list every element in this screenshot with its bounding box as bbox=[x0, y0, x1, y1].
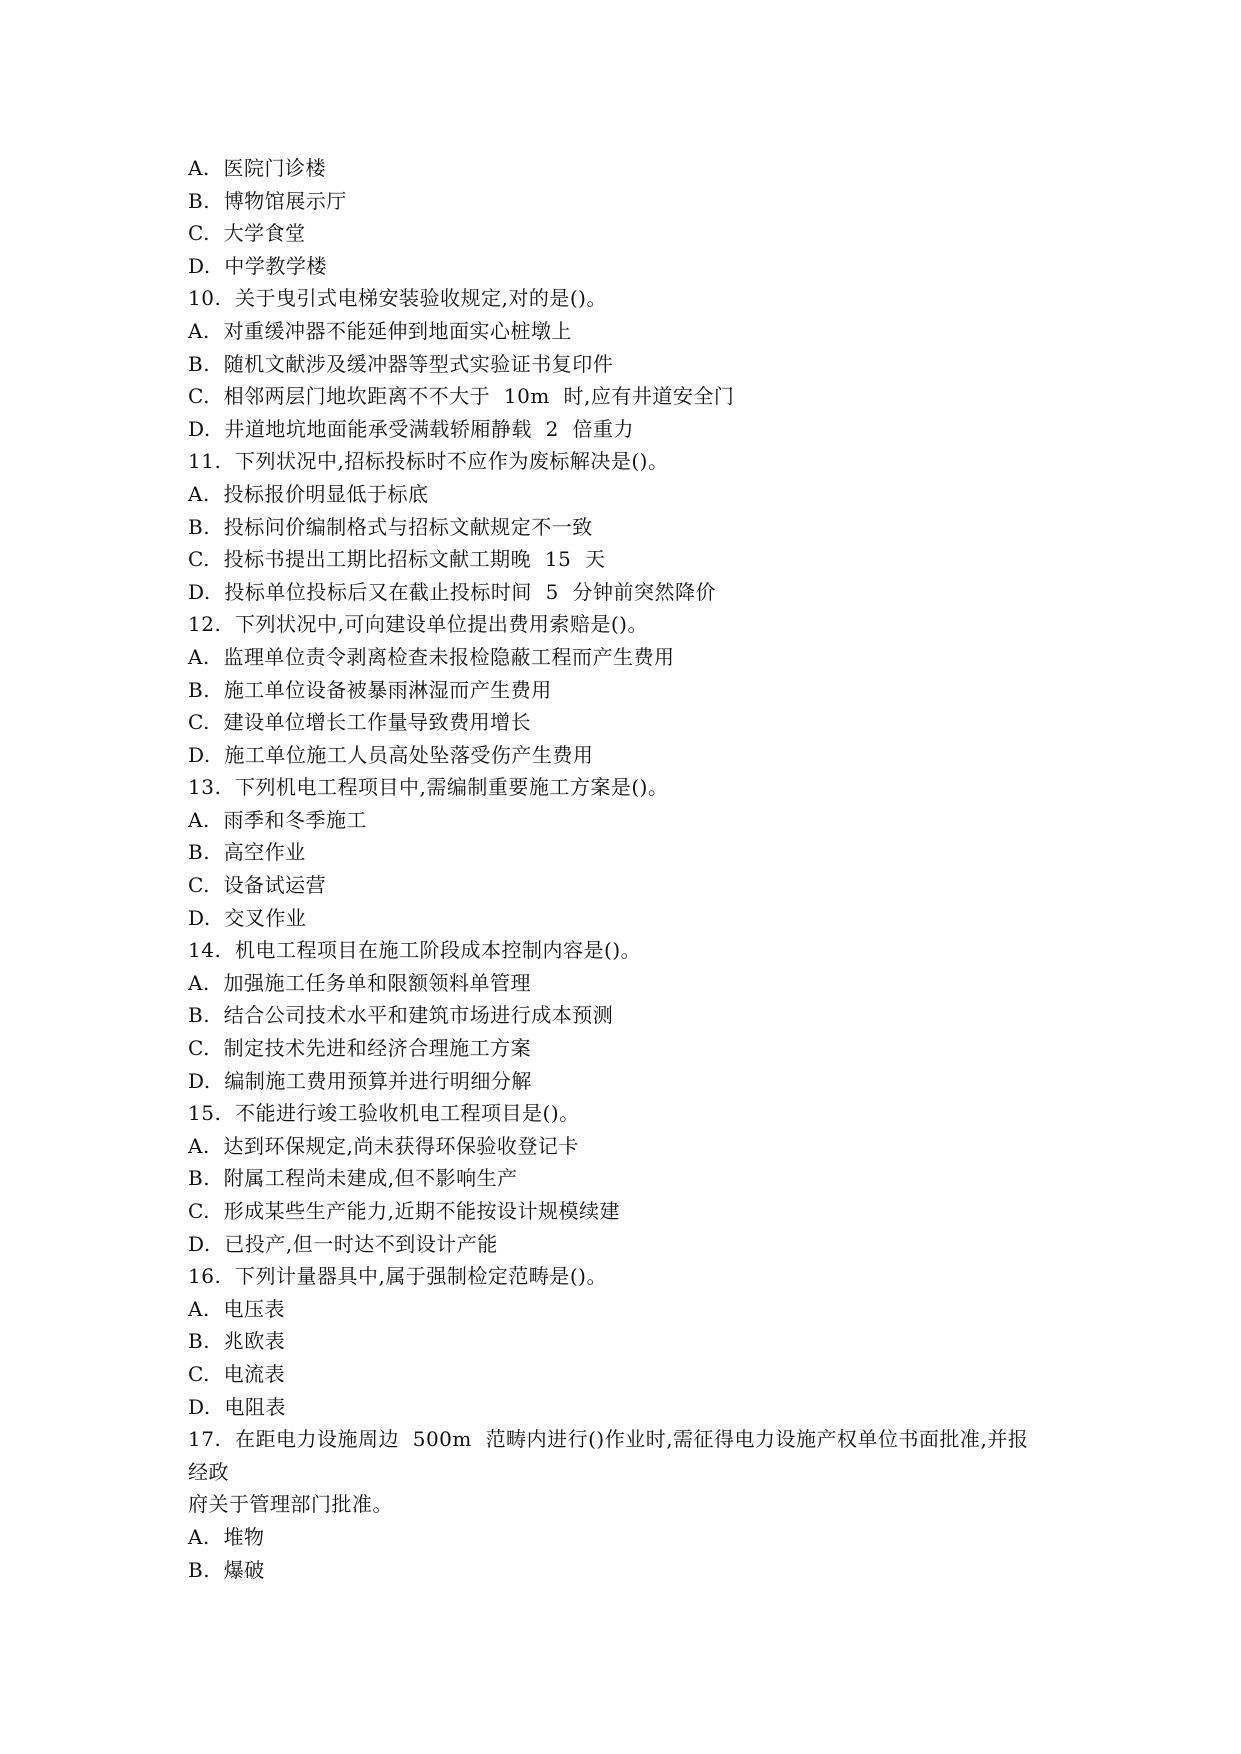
option-d: D. 施工单位施工人员高处坠落受伤产生费用 bbox=[188, 742, 594, 767]
option-a: A. 监理单位责令剥离检查未报检隐蔽工程而产生费用 bbox=[188, 644, 675, 669]
question-17-continued: 府关于管理部门批准。 bbox=[188, 1492, 393, 1517]
option-a: A. 投标报价明显低于标底 bbox=[188, 481, 429, 506]
option-c: C. 电流表 bbox=[188, 1361, 286, 1386]
option-b: B. 结合公司技术水平和建筑市场进行成本预测 bbox=[188, 1003, 614, 1028]
option-c: C. 制定技术先进和经济合理施工方案 bbox=[188, 1036, 532, 1061]
option-c: C. 形成某些生产能力,近期不能按设计规模续建 bbox=[188, 1199, 621, 1223]
option-d: D. 中学教学楼 bbox=[188, 253, 327, 278]
option-a: A. 加强施工任务单和限额领料单管理 bbox=[188, 970, 532, 995]
question-17: 17. 在距电力设施周边 500m 范畴内进行()作业时,需征得电力设施产权单位书面批准,并报 bbox=[188, 1427, 1029, 1452]
option-d: D. 已投产,但一时达不到设计产能 bbox=[188, 1231, 498, 1256]
option-b: B. 高空作业 bbox=[188, 840, 306, 865]
option-b: B. 博物馆展示厅 bbox=[188, 188, 347, 213]
option-c: C. 建设单位增长工作量导致费用增长 bbox=[188, 710, 532, 735]
question-17-continued: 经政 bbox=[188, 1459, 229, 1484]
question-10: 10. 关于曳引式电梯安装验收规定,对的是()。 bbox=[188, 286, 607, 311]
option-c: C. 设备试运营 bbox=[188, 873, 327, 898]
option-c: C. 投标书提出工期比招标文献工期晚 15 天 bbox=[188, 547, 606, 572]
option-a: A. 电压表 bbox=[188, 1296, 286, 1321]
option-c: C. 大学食堂 bbox=[188, 221, 306, 246]
option-b: B. 附属工程尚未建成,但不影响生产 bbox=[188, 1166, 518, 1191]
option-a: A. 医院门诊楼 bbox=[188, 156, 327, 180]
option-d: D. 交叉作业 bbox=[188, 905, 307, 930]
question-14: 14. 机电工程项目在施工阶段成本控制内容是()。 bbox=[188, 938, 642, 963]
option-d: D. 投标单位投标后又在截止投标时间 5 分钟前突然降价 bbox=[188, 579, 717, 604]
option-b: B. 兆欧表 bbox=[188, 1329, 286, 1354]
option-a: A. 达到环保规定,尚未获得环保验收登记卡 bbox=[188, 1133, 579, 1158]
option-d: D. 编制施工费用预算并进行明细分解 bbox=[188, 1068, 532, 1093]
option-b: B. 爆破 bbox=[188, 1557, 265, 1582]
question-11: 11. 下列状况中,招标投标时不应作为废标解决是()。 bbox=[188, 449, 669, 474]
option-b: B. 施工单位设备被暴雨淋湿而产生费用 bbox=[188, 677, 552, 702]
option-a: A. 雨季和冬季施工 bbox=[188, 807, 368, 832]
document-page bbox=[188, 152, 1088, 1586]
option-b: B. 投标问价编制格式与招标文献规定不一致 bbox=[188, 514, 593, 539]
question-13: 13. 下列机电工程项目中,需编制重要施工方案是()。 bbox=[188, 775, 669, 800]
question-12: 12. 下列状况中,可向建设单位提出费用索赔是()。 bbox=[188, 612, 648, 637]
question-15: 15. 不能进行竣工验收机电工程项目是()。 bbox=[188, 1101, 580, 1126]
question-16: 16. 下列计量器具中,属于强制检定范畴是()。 bbox=[188, 1264, 607, 1289]
option-d: D. 电阻表 bbox=[188, 1394, 286, 1419]
option-a: A. 堆物 bbox=[188, 1524, 265, 1549]
option-b: B. 随机文献涉及缓冲器等型式实验证书复印件 bbox=[188, 351, 614, 376]
option-c: C. 相邻两层门地坎距离不不大于 10m 时,应有井道安全门 bbox=[188, 384, 735, 409]
option-d: D. 井道地坑地面能承受满载轿厢静载 2 倍重力 bbox=[188, 416, 635, 441]
option-a: A. 对重缓冲器不能延伸到地面实心桩墩上 bbox=[188, 318, 573, 343]
